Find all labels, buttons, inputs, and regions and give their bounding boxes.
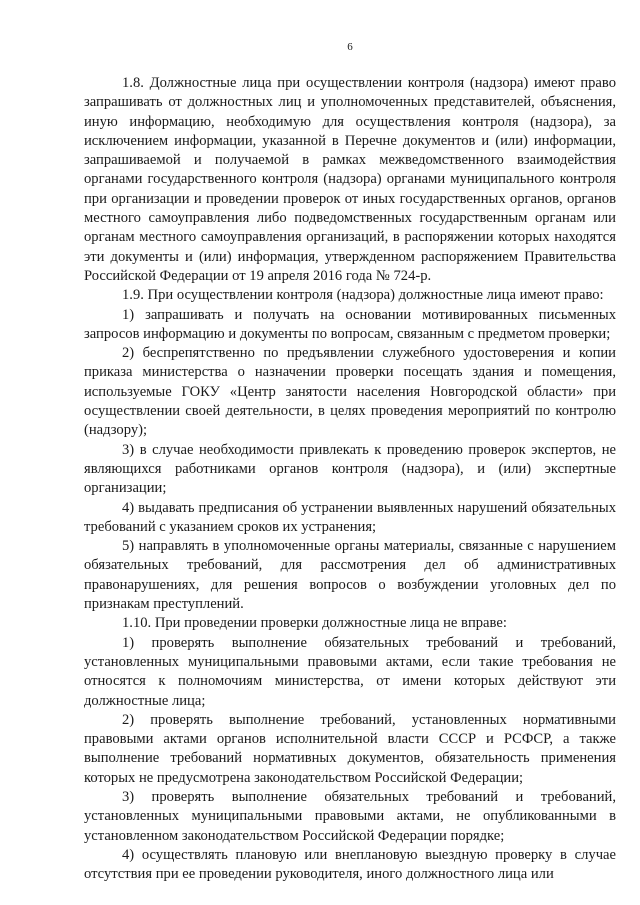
page-number: 6: [347, 41, 353, 53]
list-item-1-10-4: 4) осуществлять плановую или внеплановую выездную проверку в случае отсутствия при ее проведении руководителя, иного должностного лица или: [84, 846, 616, 883]
paragraph-1-9: 1.9. При осуществлении контроля (надзора) должностные лица имеют право:: [122, 287, 604, 304]
list-item-1-9-1: 1) запрашивать и получать на основании мотивированных письменных запросов информацию и документы по вопросам, связанным с предметом проверки;: [84, 306, 616, 342]
list-item-1-9-5: 5) направлять в уполномоченные органы материалы, связанные с нарушением обязательных требований, для рассмотрения дел об административных правонарушениях, для решения вопросов о возбуждении уголовных дел по признакам преступлений.: [84, 538, 616, 613]
list-item-1-10-1: 1) проверять выполнение обязательных требований и требований, установленных муниципальными правовыми актами, если такие требования не относятся к полномочиям министерства, от имени которых действуют эти должностные лица;: [84, 634, 616, 709]
list-item-1-10-2: 2) проверять выполнение требований, установленных нормативными правовыми актами органов исполнительной власти СССР и РСФСР, а также выполнение требований нормативных документов, обязательность применения которых не предусмотрена законодательством Российской Федерации;: [84, 711, 616, 786]
paragraph-1-10: 1.10. При проведении проверки должностные лица не вправе:: [122, 615, 507, 632]
list-item-1-9-4: 4) выдавать предписания об устранении выявленных нарушений обязательных требований с указанием сроков их устранения;: [84, 499, 616, 535]
list-item-1-9-2: 2) беспрепятственно по предъявлении служебного удостоверения и копии приказа министерства о назначении проверки посещать здания и помещения, используемые ГОКУ «Центр занятости населения Новгородской области» при осуществлении своей деятельности, в целях проведения мероприятий по контролю (надзору);: [84, 345, 616, 439]
paragraph-1-8: 1.8. Должностные лица при осуществлении контроля (надзора) имеют право запрашивать от должностных лиц и уполномоченных представителей, объяснения, иную информацию, необходимую для осуществления контроля (надзора), за исключением информации, указанной в Перечне документов и (или) информации, запрашиваемой и получаемой в рамках межведомственного взаимодействия органами государственного контроля (надзора) органами муниципального контроля при организации и проведении проверок от иных государственных органов, органов местного самоуправления либо подведомственных государственным органам или органам местного самоуправления организаций, в распоряжении которых находятся эти документы и (или) информация, утвержденном распоряжением Правительства Российской Федерации от 19 апреля 2016 года № 724-р.: [84, 75, 616, 284]
list-item-1-10-3: 3) проверять выполнение обязательных требований и требований, установленных муниципальными правовыми актами, не опубликованными в установленном законодательством Российской Федерации порядке;: [84, 788, 616, 844]
list-item-1-9-3: 3) в случае необходимости привлекать к проведению проверок экспертов, не являющихся работниками органов контроля (надзора), и (или) экспертные организации;: [84, 441, 616, 497]
